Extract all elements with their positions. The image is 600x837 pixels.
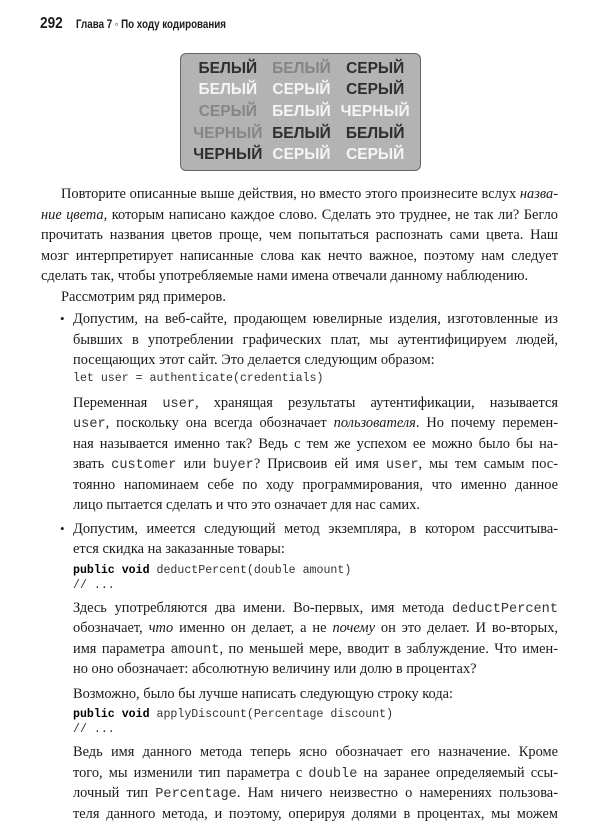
color-word: СЕРЫЙ	[198, 102, 257, 120]
text-run: let user = authenticate(credentials)	[73, 371, 324, 385]
text-run: но оно обозначает: абсолютную величину или долю в процентах?	[73, 661, 477, 677]
text-run: ется скидка на заказанные товары:	[73, 541, 285, 557]
color-word: БЕЛЫЙ	[198, 81, 258, 99]
running-header	[40, 15, 252, 33]
text-line	[73, 495, 558, 516]
text-run: имя параметра	[73, 640, 171, 657]
text-run: того, мы изменили тип параметра с	[73, 764, 309, 781]
text-line	[73, 434, 558, 455]
text-line	[73, 742, 558, 763]
text-run: лочный тип	[73, 785, 156, 801]
inline-code: customer	[111, 458, 177, 473]
text-run: мозг интерпретирует написанные слова как нечто важное, поэтому нам следует	[41, 247, 558, 264]
text-run: Допустим, на веб-сайте, продающем ювелирные изделия, изготовленные из	[73, 311, 558, 327]
text-run: Допустим, имеется следующий метод экземпляра, в котором рассчитыва-	[73, 520, 558, 537]
text-line	[41, 287, 558, 308]
text-line	[41, 184, 558, 205]
color-word: БЕЛЫЙ	[345, 124, 405, 142]
text-line	[73, 330, 558, 351]
color-word: СЕРЫЙ	[346, 146, 405, 164]
code-block	[73, 371, 558, 386]
text-line	[73, 783, 558, 804]
text-run: deductPercent(double amount)	[149, 563, 352, 577]
emphasis: ние цвета	[41, 206, 104, 223]
text-run: Возможно, было бы лучше написать следующую строку кода:	[73, 685, 454, 702]
text-run: , хранящая результаты аутентификации, называется	[195, 394, 558, 411]
color-word: ЧЕРНЫЙ	[340, 102, 410, 120]
text-line	[73, 763, 558, 784]
color-word: ЧЕРНЫЙ	[193, 146, 263, 164]
bullet-icon: •	[60, 520, 65, 536]
text-run: Переменная	[73, 394, 163, 411]
text-line	[73, 659, 558, 680]
paragraph	[41, 287, 558, 308]
text-run: на заранее определяемый ссы-	[357, 764, 558, 781]
emphasis: пользователя	[333, 415, 416, 431]
color-word: СЕРЫЙ	[346, 81, 405, 99]
text-line	[73, 618, 558, 639]
text-run: Ведь имя данного метода теперь ясно обозначает его назначение. Кроме	[73, 744, 558, 760]
text-run: сделать так, чтобы употребляемые нами имена отвечали данному наблюдению.	[41, 268, 529, 284]
text-line	[73, 598, 558, 619]
text-line	[73, 563, 558, 578]
text-run: именно он делает, а не	[173, 620, 333, 636]
paragraph	[73, 742, 558, 824]
text-run: Здесь употребляются два имени. Во-первых, имя метода	[73, 599, 452, 616]
emphasis: почему	[332, 620, 375, 636]
text-line	[41, 225, 558, 246]
text-run: он это делает. И во-вторых,	[374, 620, 558, 636]
text-run: , поскольку она всегда обозначает	[105, 415, 334, 431]
text-line	[73, 707, 558, 722]
text-line	[41, 266, 558, 287]
text-run: , мы тем самым пос-	[418, 456, 558, 472]
text-run: прочитать названия цветов проще, чем попытаться распознать сами цвета. Наш	[41, 227, 558, 243]
text-run: , которым написано каждое слово. Сделать это труднее, не так ли? Бегло	[103, 206, 558, 223]
text-run: обозначает,	[73, 620, 149, 636]
text-line	[73, 350, 558, 371]
inline-code: buyer	[213, 458, 254, 473]
text-run: звать	[73, 456, 112, 472]
text-line	[73, 639, 558, 660]
color-word: БЕЛЫЙ	[272, 102, 331, 120]
inline-code: deductPercent	[451, 601, 558, 617]
emphasis: что	[148, 620, 174, 636]
paragraph	[41, 184, 558, 287]
code-block	[73, 707, 558, 737]
chapter-title: Глава 7 ◦ По ходу кодирования	[76, 19, 226, 31]
body-text	[41, 184, 558, 824]
stroop-color-figure	[180, 53, 421, 171]
text-run: . Нам ничего неизвестно о намерениях пользова-	[236, 785, 558, 801]
text-run: бывших в употреблении графических плат, мы аутентифицируем людей,	[73, 331, 558, 348]
text-line	[73, 539, 558, 560]
keyword: public void	[73, 563, 150, 577]
text-line	[73, 578, 558, 593]
text-run: // ...	[73, 578, 115, 592]
inline-code: amount	[170, 642, 220, 658]
page-number: 292	[40, 15, 63, 32]
keyword: public void	[73, 708, 150, 721]
text-line	[73, 684, 558, 705]
color-word: БЕЛЫЙ	[272, 59, 331, 77]
inline-code: Percentage	[155, 787, 237, 802]
text-run: ная называется именно так? Ведь с тем же успехом ее можно было бы на-	[73, 435, 558, 452]
color-word: ЧЕРНЫЙ	[193, 124, 263, 142]
text-run: applyDiscount(Percentage discount)	[149, 708, 394, 721]
paragraph	[73, 684, 558, 705]
text-line	[73, 309, 558, 330]
text-run: , по меньшей мере, вводит в заблуждение. Что имен-	[219, 640, 558, 657]
text-line	[73, 371, 558, 386]
text-line	[41, 246, 558, 267]
paragraph	[73, 393, 558, 516]
paragraph	[73, 598, 558, 680]
inline-code: double	[308, 766, 358, 782]
text-line	[73, 475, 558, 496]
color-word: БЕЛЫЙ	[198, 59, 258, 77]
text-run: Рассмотрим ряд примеров.	[61, 288, 226, 305]
text-line	[41, 205, 558, 226]
text-run: Повторите описанные выше действия, но вместо этого произнесите вслух	[61, 186, 520, 202]
color-word: БЕЛЫЙ	[272, 124, 331, 142]
text-run: теля данного метода, и поэтому, оперируя долями в процентах, мы можем	[73, 805, 558, 822]
color-word: СЕРЫЙ	[272, 81, 331, 99]
bullet-item	[60, 309, 558, 371]
text-line	[73, 454, 558, 475]
inline-code: user	[385, 458, 419, 473]
text-line	[73, 722, 558, 737]
color-word: СЕРЫЙ	[346, 59, 405, 77]
text-line	[73, 393, 558, 414]
color-word: СЕРЫЙ	[272, 146, 331, 164]
text-run: ? Присвоив ей имя	[253, 456, 386, 472]
text-run: тоянно напоминаем себе по ходу программирования, что именно данное	[73, 476, 558, 493]
text-run: . Но почему перемен-	[415, 415, 558, 431]
bullet-item	[60, 519, 558, 560]
code-block	[73, 563, 558, 593]
text-run: // ...	[73, 723, 115, 736]
text-line	[73, 519, 558, 540]
text-line	[73, 804, 558, 825]
emphasis: назва-	[519, 186, 558, 202]
bullet-icon: •	[60, 311, 65, 326]
text-run: посещающих этот сайт. Это делается следующим образом:	[73, 352, 435, 368]
text-run: лицо пытается сделать и что это означает для нас самих.	[73, 497, 420, 513]
text-line	[73, 413, 558, 434]
inline-code: user	[162, 396, 196, 412]
text-run: или	[176, 456, 214, 472]
inline-code: user	[73, 417, 106, 432]
